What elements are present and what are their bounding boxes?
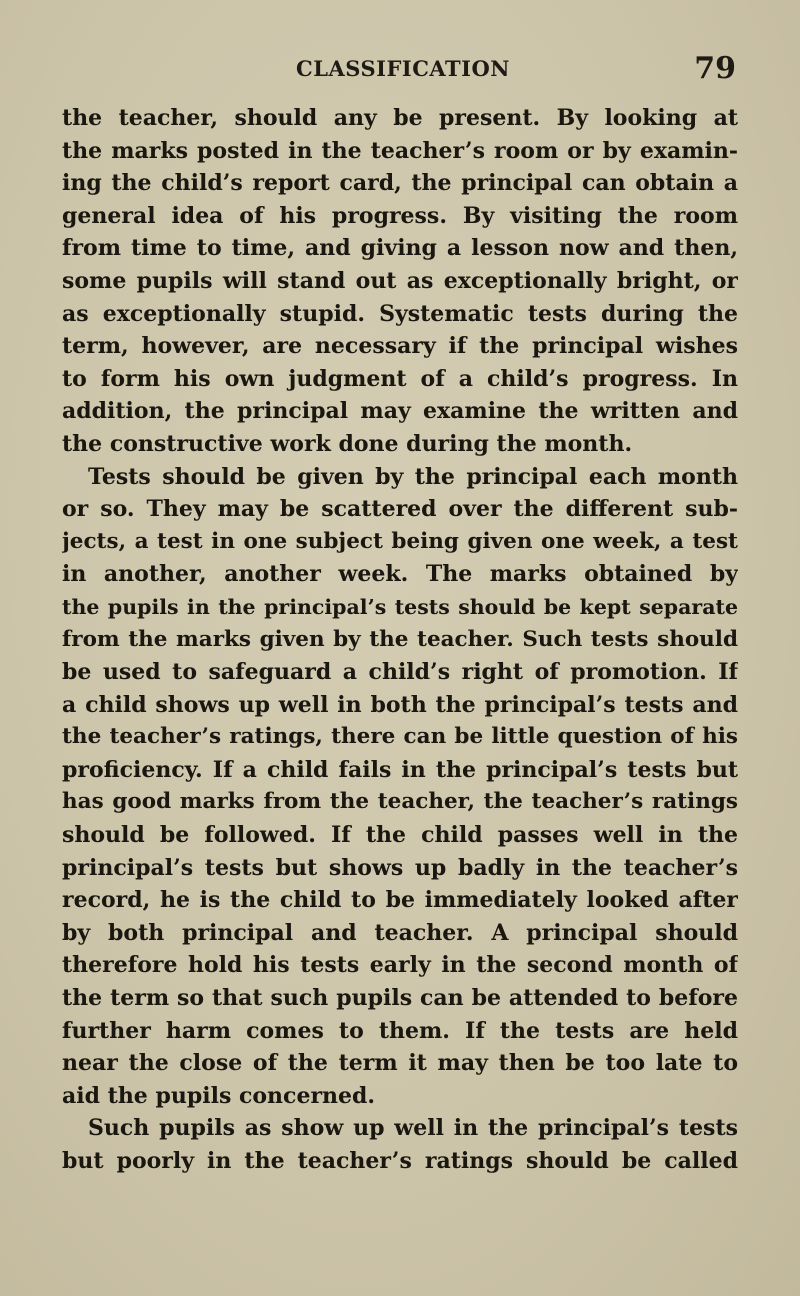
text-line: the constructive work done during the month. bbox=[62, 430, 633, 457]
text-line: the teacher, should any be present. By looking at bbox=[62, 105, 738, 131]
text-line: the teacher’s ratings, there can be little question of his bbox=[62, 724, 738, 750]
text-line: jects, a test in one subject being given one week, a test bbox=[62, 528, 738, 554]
text-line: general idea of his progress. By visiting the room bbox=[62, 202, 738, 229]
text-line: near the close of the term it may then be too late to bbox=[62, 1050, 738, 1077]
text-line: further harm comes to them. If the tests are held bbox=[62, 1017, 738, 1044]
text-line: the term so that such pupils can be attended to before bbox=[62, 985, 738, 1012]
text-line: should be followed. If the child passes well in the bbox=[62, 822, 738, 849]
text-line: a child shows up well in both the principal’s tests and bbox=[62, 691, 738, 718]
page-header bbox=[0, 52, 800, 92]
text-line: some pupils will stand out as exceptionally bright, or bbox=[62, 267, 738, 294]
text-line: to form his own judgment of a child’s progress. In bbox=[62, 365, 738, 392]
text-line: from the marks given by the teacher. Such tests should bbox=[62, 626, 738, 652]
text-line: term, however, are necessary if the principal wishes bbox=[62, 333, 738, 360]
text-line: record, he is the child to be immediately looked after bbox=[62, 887, 738, 914]
text-line: the marks posted in the teacher’s room or by examin- bbox=[62, 137, 738, 164]
text-line: the pupils in the principal’s tests should be kept separate bbox=[62, 594, 738, 619]
text-line: ing the child’s report card, the principal can obtain a bbox=[62, 170, 738, 197]
body-text bbox=[62, 102, 738, 1178]
text-line: addition, the principal may examine the written and bbox=[62, 398, 738, 425]
text-line: or so. They may be scattered over the different sub- bbox=[62, 496, 738, 523]
text-line: therefore hold his tests early in the second month of bbox=[62, 952, 738, 979]
text-line: principal’s tests but shows up badly in the teacher’s bbox=[62, 854, 738, 881]
text-line: but poorly in the teacher’s ratings should be called bbox=[62, 1148, 738, 1174]
text-line: from time to time, and giving a lesson now and then, bbox=[62, 235, 738, 262]
running-head: CLASSIFICATION bbox=[296, 56, 510, 81]
text-line: Such pupils as show up well in the principal’s tests bbox=[88, 1115, 738, 1142]
text-line: by both principal and teacher. A principal should bbox=[62, 919, 738, 946]
text-line: as exceptionally stupid. Systematic tests during the bbox=[62, 300, 738, 327]
text-line: proficiency. If a child fails in the principal’s tests but bbox=[62, 756, 738, 783]
text-line: Tests should be given by the principal each month bbox=[88, 463, 738, 490]
text-line: has good marks from the teacher, the teacher’s ratings bbox=[62, 789, 738, 815]
page-number: 79 bbox=[694, 51, 736, 86]
text-line: in another, another week. The marks obtained by bbox=[62, 561, 738, 588]
text-line: aid the pupils concerned. bbox=[62, 1082, 376, 1109]
text-line: be used to safeguard a child’s right of promotion. If bbox=[62, 659, 738, 686]
